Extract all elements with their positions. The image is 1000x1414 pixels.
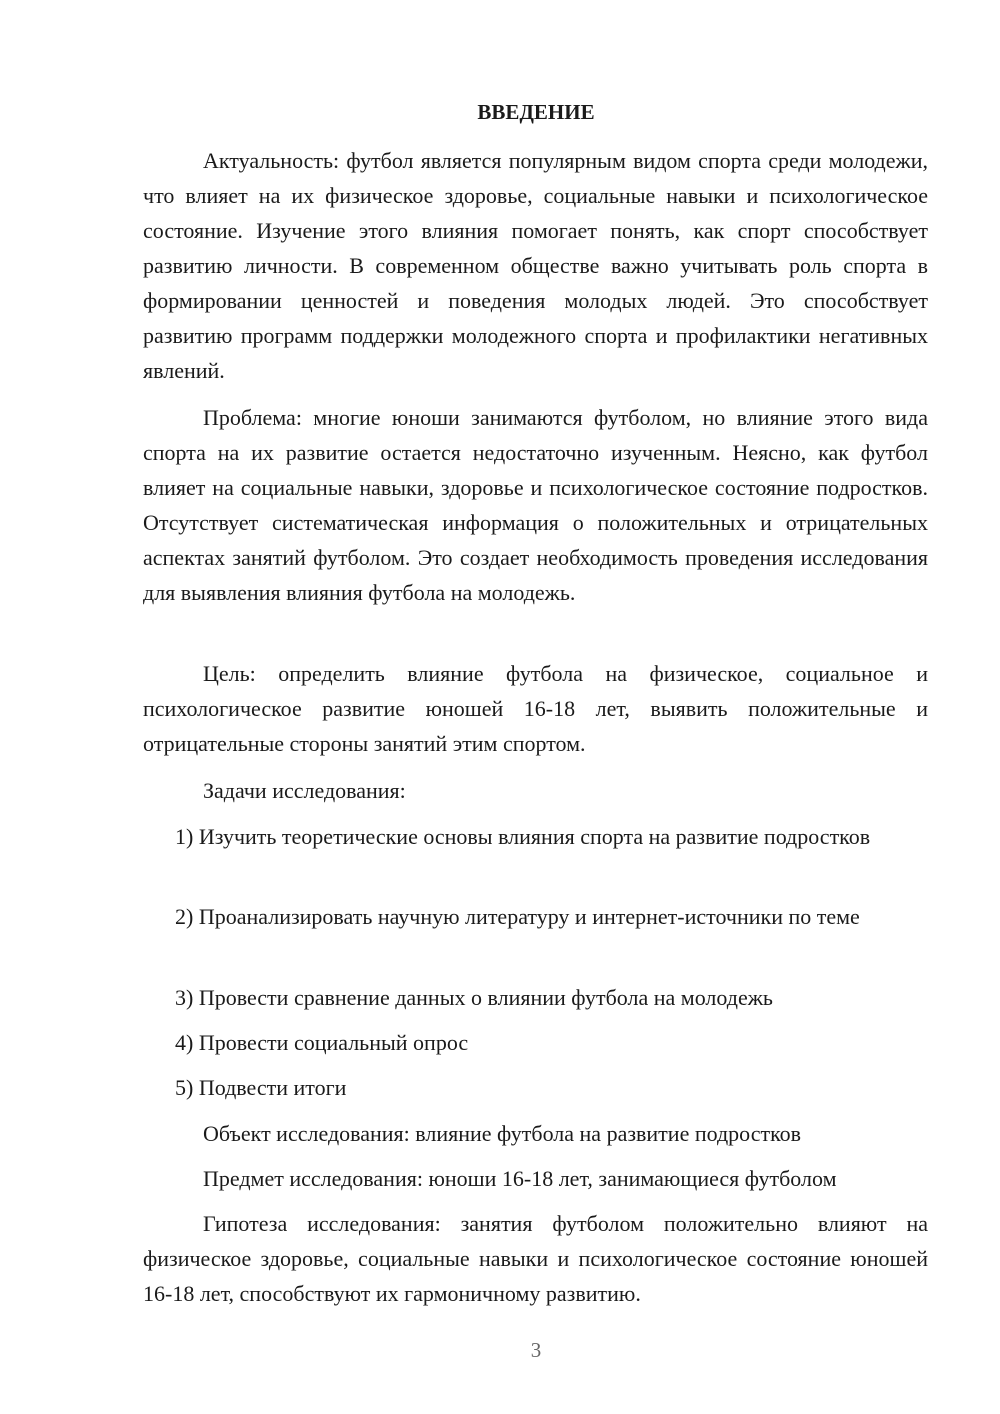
problem-paragraph: Проблема: многие юноши занимаются футболом, но влияние этого вида спорта на их развитие остается недостаточно изученным. Неясно, как футбол влияет на социальные навыки, здоровье и психологическое состояние подростков. Отсутствует систематическая информация о положительных и отрицательных аспектах занятий футболом. Это создает необходимость проведения исследования для выявления влияния футбола на молодежь. bbox=[143, 405, 928, 605]
task-item: 2) Проанализировать научную литературу и интернет-источники по теме bbox=[175, 904, 860, 929]
hypothesis-paragraph: Гипотеза исследования: занятия футболом положительно влияют на физическое здоровье, социальные навыки и психологическое состояние юношей 16-18 лет, способствуют их гармоничному развитию. bbox=[143, 1211, 928, 1306]
task-item: 1) Изучить теоретические основы влияния спорта на развитие подростков bbox=[175, 824, 871, 849]
section-title: ВВЕДЕНИЕ bbox=[477, 100, 595, 124]
goal-paragraph: Цель: определить влияние футбола на физическое, социальное и психологическое развитие юношей 16-18 лет, выявить положительные и отрицательные стороны занятий этим спортом. bbox=[143, 661, 928, 756]
task-item: 4) Провести социальный опрос bbox=[175, 1030, 469, 1055]
tasks-heading: Задачи исследования: bbox=[203, 778, 406, 803]
subject-paragraph: Предмет исследования: юноши 16-18 лет, занимающиеся футболом bbox=[203, 1166, 837, 1191]
task-item: 3) Провести сравнение данных о влиянии футбола на молодежь bbox=[175, 985, 773, 1010]
page-number: 3 bbox=[530, 1338, 542, 1362]
relevance-paragraph: Актуальность: футбол является популярным видом спорта среди молодежи, что влияет на их физическое здоровье, социальные навыки и психологическое состояние. Изучение этого влияния помогает понять, как спорт способствует развитию личности. В современном обществе важно учитывать роль спорта в формировании ценностей и поведения молодых людей. Это способствует развитию программ поддержки молодежного спорта и профилактики негативных явлений. bbox=[143, 148, 928, 383]
task-item: 5) Подвести итоги bbox=[175, 1075, 347, 1100]
object-paragraph: Объект исследования: влияние футбола на развитие подростков bbox=[203, 1121, 802, 1146]
